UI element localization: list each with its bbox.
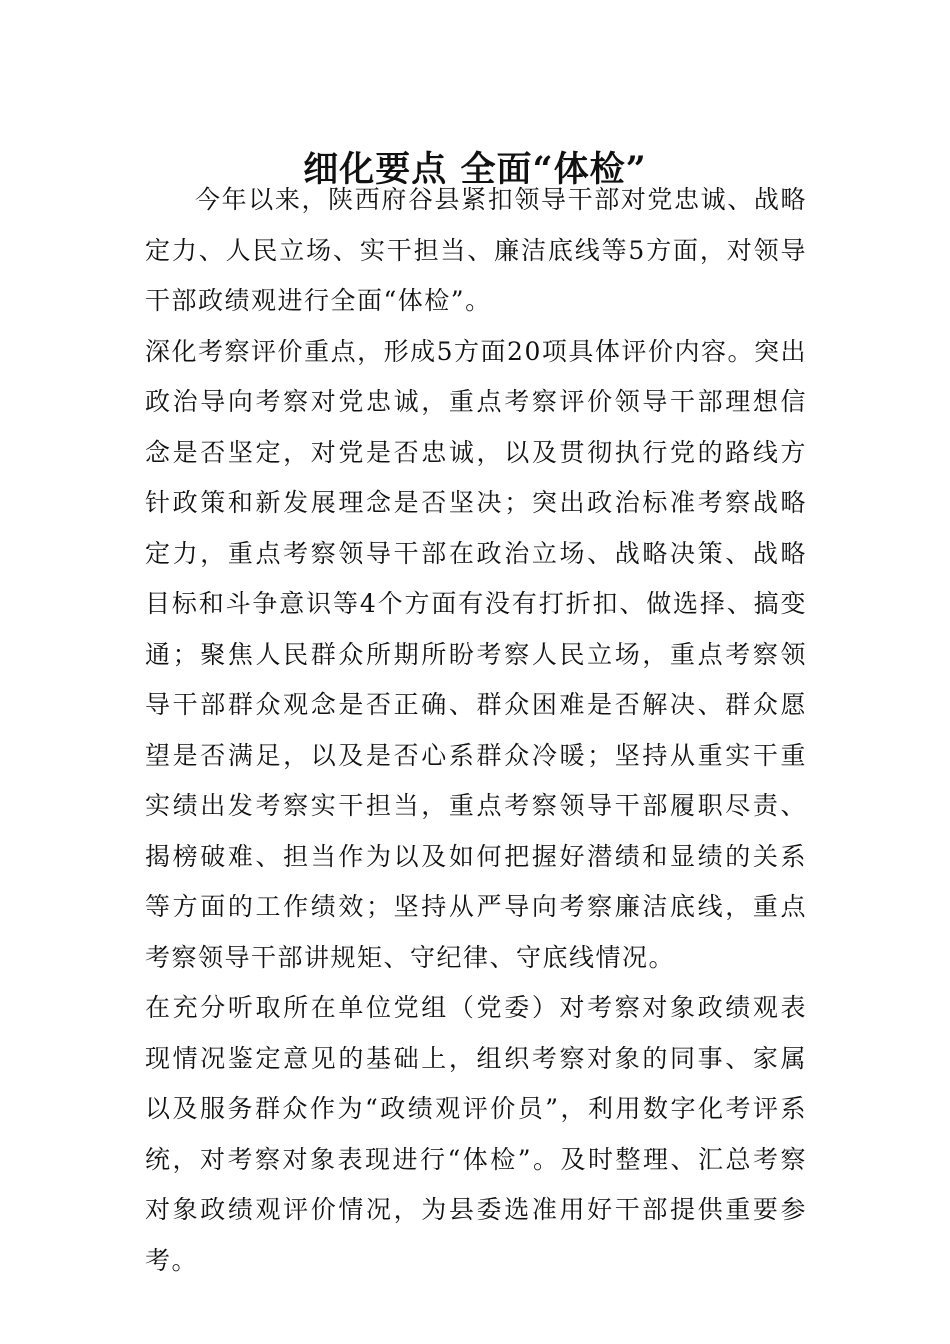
paragraph-evaluation-focus: 深化考察评价重点，形成5方面20项具体评价内容。突出政治导向考察对党忠诚，重点考察评价领导干部理想信念是否坚定，对党是否忠诚，以及贯彻执行党的路线方针政策和新发展理念是否坚决；突出政治标准考察战略定力，重点考察领导干部在政治立场、战略决策、战略目标和斗争意识等4个方面有没有打折扣、做选择、搞变通；聚焦人民群众所期所盼考察人民立场，重点考察领导干部群众观念是否正确、群众困难是否解决、群众愿望是否满足，以及是否心系群众冷暖；坚持从重实干重实绩出发考察实干担当，重点考察领导干部履职尽责、揭榜破难、担当作为以及如何把握好潜绩和显绩的关系等方面的工作绩效；坚持从严导向考察廉洁底线，重点考察领导干部讲规矩、守纪律、守底线情况。 (145, 336, 807, 972)
document-body (145, 175, 807, 1286)
paragraph-evaluation-method: 在充分听取所在单位党组（党委）对考察对象政绩观表现情况鉴定意见的基础上，组织考察对象的同事、家属以及服务群众作为“政绩观评价员”，利用数字化考评系统，对考察对象表现进行“体检”。及时整理、汇总考察对象政绩观评价情况，为县委选准用好干部提供重要参考。 (145, 993, 807, 1275)
paragraph-intro: 今年以来，陕西府谷县紧扣领导干部对党忠诚、战略定力、人民立场、实干担当、廉洁底线等5方面，对领导干部政绩观进行全面“体检”。 (145, 185, 807, 315)
document-title: 细化要点 全面“体检” (303, 149, 647, 191)
